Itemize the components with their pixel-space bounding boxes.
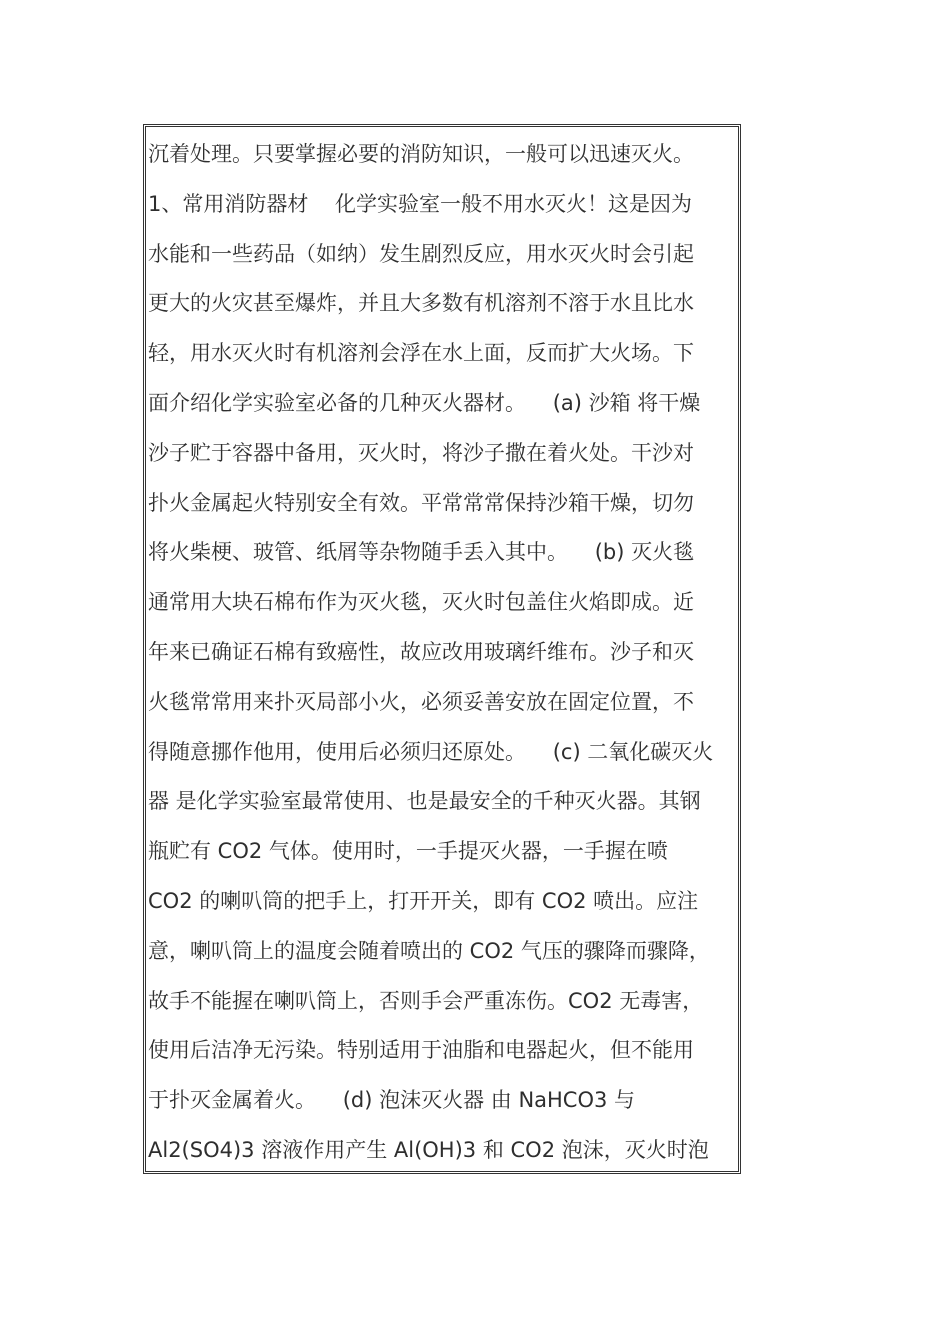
text-line: CO2 的喇叭筒的把手上，打开开关，即有 CO2 喷出。应注	[148, 888, 699, 913]
text-line: 年来已确证石棉有致癌性，故应改用玻璃纤维布。沙子和灭	[148, 639, 694, 664]
text-frame	[143, 124, 741, 1174]
text-line: 故手不能握在喇叭筒上，否则手会严重冻伤。CO2 无毒害，	[148, 988, 704, 1013]
text-line: 火毯常常用来扑灭局部小火，必须妥善安放在固定位置，不	[148, 689, 694, 714]
body-text	[148, 130, 740, 1176]
text-line: 扑火金属起火特别安全有效。平常常常保持沙箱干燥，切勿	[148, 490, 694, 515]
text-line: 通常用大块石棉布作为灭火毯，灭火时包盖住火焰即成。近	[148, 590, 694, 615]
text-line: 器 是化学实验室最常使用、也是最安全的千种灭火器。其钢	[148, 789, 701, 814]
text-line: 沙子贮于容器中备用，灭火时，将沙子撒在着火处。干沙对	[148, 440, 694, 465]
text-line: 更大的火灾甚至爆炸，并且大多数有机溶剂不溶于水且比水	[148, 291, 694, 316]
text-line: 瓶贮有 CO2 气体。使用时，一手提灭火器，一手握在喷	[148, 839, 668, 864]
text-line: 将火柴梗、玻管、纸屑等杂物随手丢入其中。 (b) 灭火毯	[148, 540, 695, 565]
text-line: 面介绍化学实验室必备的几种灭火器材。 (a) 沙箱 将干燥	[148, 390, 701, 415]
text-line: 沉着处理。只要掌握必要的消防知识，一般可以迅速灭火。	[148, 142, 694, 166]
text-line: 使用后洁净无污染。特别适用于油脂和电器起火，但不能用	[148, 1038, 694, 1063]
text-line: 1、常用消防器材 化学实验室一般不用水灭火！这是因为	[148, 191, 693, 216]
text-line: 轻，用水灭火时有机溶剂会浮在水上面，反而扩大火场。下	[148, 341, 694, 366]
text-line: 意，喇叭筒上的温度会随着喷出的 CO2 气压的骤降而骤降，	[148, 938, 710, 963]
text-line: 得随意挪作他用，使用后必须归还原处。 (c) 二氧化碳灭火	[148, 739, 714, 764]
text-line: 于扑灭金属着火。 (d) 泡沫灭火器 由 NaHCO3 与	[148, 1088, 636, 1113]
text-line: Al2(SO4)3 溶液作用产生 Al(OH)3 和 CO2 泡沫，灭火时泡	[148, 1137, 709, 1162]
text-line: 水能和一些药品（如纳）发生剧烈反应，用水灭火时会引起	[148, 241, 694, 266]
